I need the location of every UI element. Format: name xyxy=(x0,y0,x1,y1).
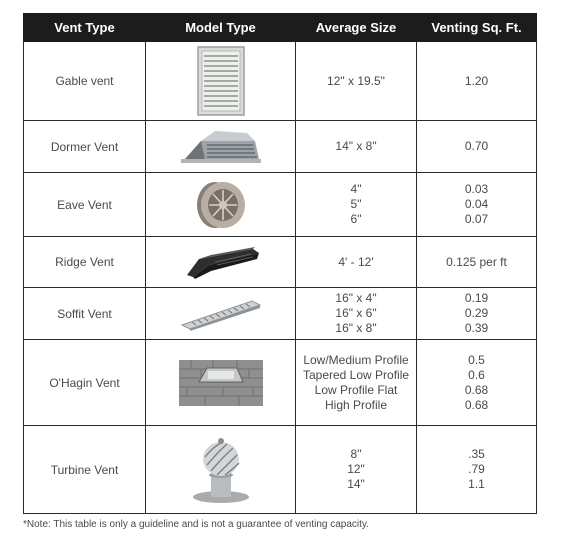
size-value: 8" xyxy=(350,447,362,461)
model-image-cell xyxy=(146,426,296,514)
size-value: 4" xyxy=(350,182,362,196)
venting-cell xyxy=(417,121,537,173)
ridge-vent-icon xyxy=(181,245,261,279)
venting-cell xyxy=(417,288,537,340)
venting-value: 0.39 xyxy=(464,321,489,335)
model-image-cell xyxy=(146,340,296,426)
size-cell xyxy=(296,340,417,426)
size-value: 14" x 8" xyxy=(335,139,377,153)
turbine-vent-icon xyxy=(189,435,253,505)
table-row xyxy=(24,426,537,514)
size-value: 6" xyxy=(350,212,362,226)
footnote: *Note: This table is only a guideline and is not a guarantee of venting capacity. xyxy=(23,519,369,530)
venting-value: 0.07 xyxy=(464,212,489,226)
size-cell xyxy=(296,426,417,514)
eave-vent-icon xyxy=(193,180,249,230)
venting-value: 1.20 xyxy=(464,73,489,88)
model-image-cell xyxy=(146,288,296,340)
vent-type-cell: Ridge Vent xyxy=(24,237,146,288)
size-value: Tapered Low Profile xyxy=(302,367,410,382)
venting-value: .79 xyxy=(468,462,485,476)
ohagin-vent-icon xyxy=(179,360,263,406)
model-image-cell xyxy=(146,121,296,173)
soffit-vent-icon xyxy=(180,297,262,331)
vent-type-cell: Dormer Vent xyxy=(24,121,146,173)
venting-value: 0.5 xyxy=(468,352,485,367)
venting-cell xyxy=(417,426,537,514)
size-cell xyxy=(296,121,417,173)
venting-value: 0.29 xyxy=(464,306,489,320)
size-value: 16" x 6" xyxy=(335,306,377,320)
gable-vent-icon xyxy=(197,46,245,116)
table-row xyxy=(24,173,537,237)
table-row xyxy=(24,340,537,426)
header-venting-sq-ft: Venting Sq. Ft. xyxy=(417,14,537,42)
model-image-cell xyxy=(146,42,296,121)
vent-type-cell: Gable vent xyxy=(24,42,146,121)
venting-cell xyxy=(417,340,537,426)
size-cell xyxy=(296,42,417,121)
venting-value: 0.125 per ft xyxy=(446,254,507,269)
vent-type-cell: Eave Vent xyxy=(24,173,146,237)
header-model-type: Model Type xyxy=(146,14,296,42)
size-value: Low Profile Flat xyxy=(314,382,398,397)
size-cell xyxy=(296,173,417,237)
size-value: High Profile xyxy=(324,397,388,412)
size-value: 4' - 12' xyxy=(338,254,374,269)
venting-cell xyxy=(417,237,537,288)
size-value: 12" x 19.5" xyxy=(327,73,385,88)
header-average-size: Average Size xyxy=(296,14,417,42)
venting-value: 1.1 xyxy=(468,477,485,491)
venting-value: .35 xyxy=(468,447,485,461)
venting-value: 0.70 xyxy=(464,139,489,153)
table-row xyxy=(24,237,537,288)
size-value: 16" x 8" xyxy=(335,321,377,335)
table-row xyxy=(24,42,537,121)
size-value: 14" xyxy=(347,477,365,491)
venting-value: 0.68 xyxy=(464,382,489,397)
size-value: 16" x 4" xyxy=(335,291,377,305)
vent-table xyxy=(23,13,537,514)
model-image-cell xyxy=(146,173,296,237)
vent-type-cell: Turbine Vent xyxy=(24,426,146,514)
venting-value: 0.68 xyxy=(464,397,489,412)
vent-type-cell: O'Hagin Vent xyxy=(24,340,146,426)
model-image-cell xyxy=(146,237,296,288)
header-vent-type: Vent Type xyxy=(24,14,146,42)
venting-value: 0.6 xyxy=(468,367,485,382)
dormer-vent-icon xyxy=(181,129,261,165)
venting-value: 0.04 xyxy=(464,197,489,211)
table-row xyxy=(24,288,537,340)
size-value: Low/Medium Profile xyxy=(303,352,409,367)
venting-cell xyxy=(417,173,537,237)
vent-type-cell: Soffit Vent xyxy=(24,288,146,340)
size-value: 12" xyxy=(347,462,365,476)
venting-value: 0.19 xyxy=(464,291,489,305)
venting-cell xyxy=(417,42,537,121)
venting-value: 0.03 xyxy=(464,182,489,196)
table-row xyxy=(24,121,537,173)
size-value: 5" xyxy=(350,197,362,211)
size-cell xyxy=(296,288,417,340)
size-cell xyxy=(296,237,417,288)
table-header-row xyxy=(24,14,537,42)
